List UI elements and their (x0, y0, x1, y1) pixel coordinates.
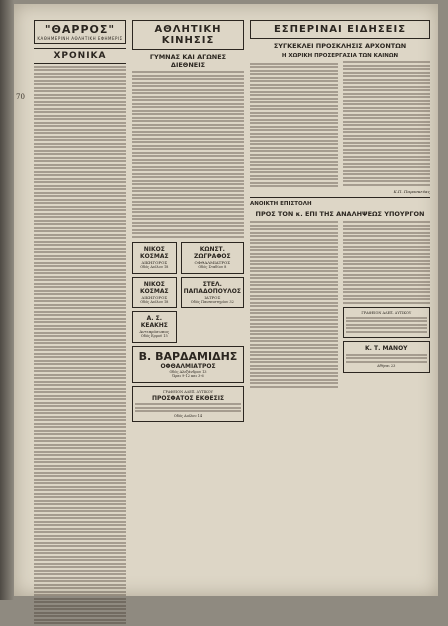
ad-papadopoulos (181, 277, 244, 309)
masthead-subtitle: ΚΑΘΗΜΕΡΙΝΗ ΑΘΛΗΤΙΚΗ ΕΦΗΜΕΡΙΣ (37, 36, 123, 41)
ad-stack-left (132, 239, 177, 343)
page-number: 70 (16, 93, 25, 101)
ad-address: Οδός Ερμού 15 (140, 334, 168, 339)
ad-vardamidis (132, 346, 244, 383)
section-athletic: ΑΘΛΗΤΙΚΗ ΚΙΝΗΣΙΣ (132, 20, 244, 50)
ad-row-1 (132, 239, 244, 343)
ad-title: ΚΩΝΣΤ. ΖΩΓΡΑΦΟΣ (194, 246, 231, 260)
ad-address: Οδός Αιόλου 18 (140, 265, 169, 269)
ad-stack-right (181, 239, 244, 343)
ad-subtitle: ΙΑΤΡΟΣ (204, 294, 221, 300)
ad-title: Α. Σ. ΚΕΑΚΗΣ (140, 315, 168, 330)
column-middle (132, 20, 244, 422)
article-signature: Κ.Π. Παρασκεύας (393, 188, 430, 194)
ad-nikos-kosmas (132, 242, 177, 274)
letter-heading: ΠΡΟΣ ΤΟΝ κ. ΕΠΙ ΤΗΣ ΑΝΑΛΗΨΕΩΣ ΥΠΟΥΡΓΟΝ (255, 209, 425, 218)
ad-address: Οδός Αλεξάνδρου 13 (169, 369, 207, 374)
ad-address: Αθήναι 23 (377, 364, 396, 369)
ad-address: Οδός Αιόλου 18 (140, 299, 169, 304)
ad-subtitle: ΟΦΘΑΛΜΙΑΤΡΟΣ (194, 260, 231, 265)
ad-address: Οδός Πανεπιστημίου 32 (190, 299, 234, 304)
letter-column-1 (250, 220, 338, 390)
ad-kosmas (132, 277, 177, 309)
ad-subtitle: ΔΙΚΗΓΟΡΟΣ (141, 294, 168, 300)
ad-manou (343, 341, 431, 373)
ad-subtitle: ΠΡΟΣΦΑΤΟΣ ΕΚΘΕΣΙΣ (151, 394, 225, 402)
book-spine (0, 0, 14, 600)
ad-dytikos (343, 307, 431, 339)
ad-title: ΓΡΑΦΕΙΟΝ ΑΛΕΞ. ΔΥΤΙΚΟΥ (163, 389, 213, 394)
letter-label: ΑΝΟΙΚΤΗ ΕΠΙΣΤΟΛΗ (250, 200, 312, 207)
letter-column-2 (343, 220, 431, 390)
masthead (34, 20, 126, 44)
ad-title: ΣΤΕΛ. ΠΑΠΑΔΟΠΟΥΛΟΣ (183, 280, 242, 295)
ad-exhibition (132, 386, 244, 422)
ad-title: Β. ΒΑΡΔΑΜΙΔΗΣ (138, 349, 238, 363)
latest-article (250, 61, 430, 188)
ad-title: Κ. Τ. ΜΑΝΟΥ (364, 345, 408, 353)
column-left (34, 20, 126, 626)
ad-title: ΝΙΚΟΣ ΚΟΣΜΑΣ (140, 280, 169, 295)
letter-body (250, 220, 430, 390)
ad-title: ΝΙΚΟΣ ΚΟΣΜΑΣ (140, 246, 169, 260)
ad-subtitle: Αντιπρόσωπος (139, 329, 170, 335)
ad-subtitle: ΔΙΚΗΓΟΡΟΣ (141, 260, 168, 265)
ad-keakis (132, 311, 177, 343)
athletic-article (132, 71, 244, 238)
latest-subheading: ΣΥΓΚΕΚΛΕΙ ΠΡΟΣΚΛΗΣΙΣ ΑΡΧΟΝΤΩΝ (273, 42, 407, 50)
section-latest-news: ΕΣΠΕΡΙΝΑΙ ΕΙΔΗΣΕΙΣ (250, 20, 430, 39)
chronika-article (34, 66, 126, 625)
ad-address: Οδός Σταδίου 8 (198, 265, 227, 269)
ad-title: ΓΡΑΦΕΙΟΝ ΑΛΕΞ. ΔΥΤΙΚΟΥ (361, 310, 412, 315)
ad-hours: Ώραι 9-12 και 3-6 (172, 374, 204, 379)
latest-story-heading: Η ΧΩΡΙΚΗ ΠΡΟΣΕΡΓΑΣΙΑ ΤΩΝ ΚΑΙΝΩΝ (281, 53, 399, 59)
masthead-name: "ΘΑΡΡΟΣ" (44, 23, 116, 36)
ad-zografos (181, 242, 244, 274)
column-right (250, 20, 430, 389)
divider (250, 197, 430, 198)
ad-subtitle: ΟΦΘΑΛΜΙΑΤΡΟΣ (160, 362, 216, 370)
athletic-subheading: ΓΥΜΝΑΣ ΚΑΙ ΑΓΩΝΕΣ ΔΙΕΘΝΕΙΣ (149, 53, 227, 69)
section-chronika: ΧΡΟΝΙΚΑ (34, 48, 126, 64)
ad-address: Οδός Αιόλου 14 (173, 413, 203, 418)
